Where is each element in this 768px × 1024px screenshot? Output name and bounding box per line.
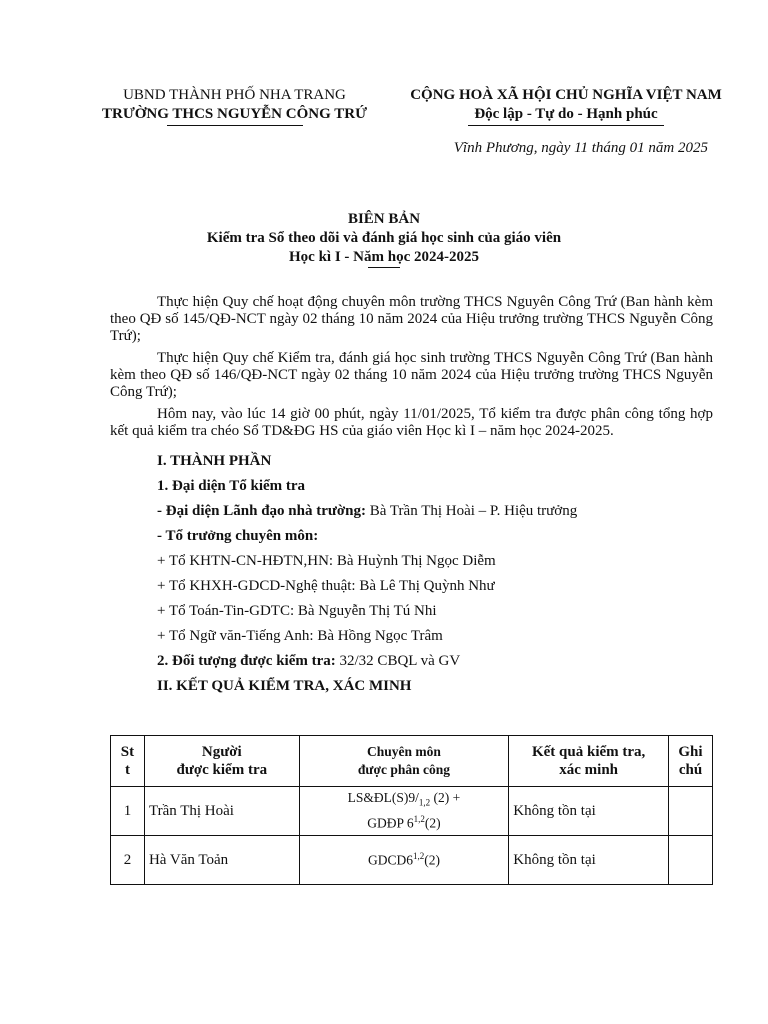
title-line-1: BIÊN BẢN [347, 211, 421, 227]
department-head-4: + Tổ Ngữ văn-Tiếng Anh: Bà Hồng Ngọc Trâm [157, 628, 443, 644]
row-stt: 2 [111, 836, 145, 885]
paragraph-3: Hôm nay, vào lúc 14 giờ 00 phút, ngày 11/01/2025, Tổ kiểm tra được phân công tổng hợp kết quả kiểm tra chéo Sổ TD&ĐG HS của giáo viên Học kì I – năm học 2024-2025. [110, 406, 713, 439]
row-note [668, 836, 712, 885]
motto-underline [468, 125, 664, 126]
row-note [668, 787, 712, 836]
date-line: Vĩnh Phương, ngày 11 tháng 01 năm 2025 [453, 140, 708, 156]
row-result: Không tồn tại [509, 836, 669, 885]
section-1-heading: I. THÀNH PHẦN [157, 453, 272, 469]
title-underline [368, 267, 400, 268]
leader-value: Bà Trần Thị Hoài – P. Hiệu trưởng [366, 503, 578, 519]
row-result: Không tồn tại [509, 787, 669, 836]
school-name-underline [167, 125, 303, 126]
inspected-target-value: 32/32 CBQL và GV [335, 653, 461, 669]
section-2-heading: II. KẾT QUẢ KIỂM TRA, XÁC MINH [157, 678, 412, 694]
results-table [110, 735, 713, 885]
inspected-target-label: 2. Đối tượng được kiểm tra: [157, 653, 336, 669]
national-header [400, 86, 732, 126]
paragraph-1: Thực hiện Quy chế hoạt động chuyên môn trường THCS Nguyên Công Trứ (Ban hành kèm theo QĐ số 145/QĐ-NCT ngày 02 tháng 10 năm 2024 của Hiệu trưởng trường THCS Nguyễn Công Trứ); [110, 294, 713, 344]
leader-label: - Đại diện Lãnh đạo nhà trường: [157, 503, 367, 519]
department-head-2: + Tổ KHXH-GDCD-Nghệ thuật: Bà Lê Thị Quỳnh Như [157, 578, 495, 594]
row-subject: GDCD6$^{1,2}$(2) [299, 836, 509, 885]
header-stt: St t [111, 736, 145, 787]
header-person: Người được kiểm tra [144, 736, 299, 787]
inspected-target-line [110, 653, 713, 670]
table-header-row [111, 736, 713, 787]
title-line-2: Kiểm tra Sổ theo dõi và đánh giá học sinh của giáo viên [206, 230, 562, 246]
department-head-1: + Tổ KHTN-CN-HĐTN,HN: Bà Huỳnh Thị Ngọc Diễm [157, 553, 496, 569]
row-subject: $LS\&ĐL(S)9/_{1,2}$ (2) + GDĐP 6$^{1,2}$(2) [299, 787, 509, 836]
leader-line [110, 503, 713, 520]
department-heads-label: - Tổ trưởng chuyên môn: [157, 528, 319, 544]
row-name: Hà Văn Toản [144, 836, 299, 885]
document-title [60, 210, 708, 268]
header-note: Ghi chú [668, 736, 712, 787]
school-name: TRƯỜNG THCS NGUYỄN CÔNG TRỨ [101, 106, 368, 122]
row-stt: 1 [111, 787, 145, 836]
department-head-3: + Tổ Toán-Tin-GDTC: Bà Nguyễn Thị Tú Nhi [157, 603, 437, 619]
paragraph-2: Thực hiện Quy chế Kiểm tra, đánh giá học sinh trường THCS Nguyễn Công Trứ (Ban hành kèm theo QĐ số 146/QĐ-NCT ngày 02 tháng 10 năm 2024 của Hiệu trưởng trường THCS Nguyễn Công Trứ); [110, 350, 713, 400]
inspection-team-heading: 1. Đại diện Tổ kiểm tra [157, 478, 306, 494]
header-subject: Chuyên môn được phân công [299, 736, 509, 787]
agency-header [82, 86, 387, 126]
document-body [110, 294, 713, 695]
table-row [111, 787, 713, 836]
table-row [111, 836, 713, 885]
national-title: CỘNG HOÀ XÃ HỘI CHỦ NGHĨA VIỆT NAM [410, 87, 722, 103]
header-result: Kết quả kiểm tra, xác minh [509, 736, 669, 787]
row-name: Trần Thị Hoài [144, 787, 299, 836]
city-committee-name: UBND THÀNH PHỐ NHA TRANG [123, 87, 346, 103]
national-motto: Độc lập - Tự do - Hạnh phúc [474, 106, 658, 122]
title-line-3: Học kì I - Năm học 2024-2025 [289, 249, 479, 265]
